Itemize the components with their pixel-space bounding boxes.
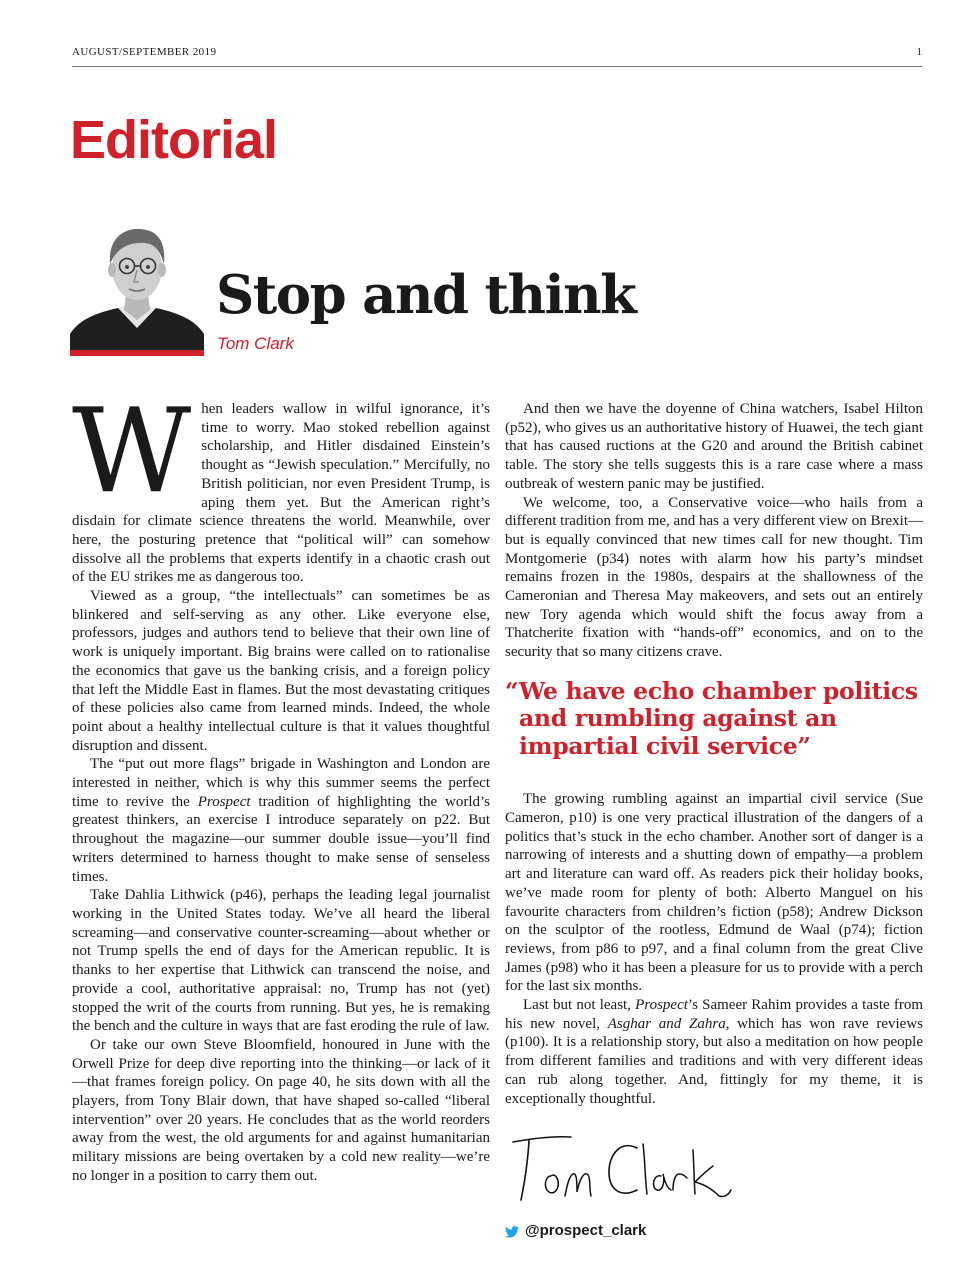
twitter-handle[interactable]: @prospect_clark bbox=[525, 1222, 647, 1240]
section-title: Editorial bbox=[70, 110, 278, 170]
handwritten-signature bbox=[505, 1124, 923, 1208]
article-column-right bbox=[505, 400, 923, 1241]
twitter-handle-line bbox=[505, 1222, 923, 1241]
drop-cap: W bbox=[72, 384, 192, 519]
portrait-accent-bar bbox=[70, 350, 204, 356]
page-header bbox=[72, 46, 922, 67]
paragraph: And then we have the doyenne of China watchers, Isabel Hilton (p52), who gives us an authoritative history of Huawei, the tech giant that has caused ructions at the G20 and around the British cabinet table. The story she tells suggests this is a rare case where a mass outbreak of western panic may be justified. bbox=[505, 401, 923, 492]
paragraph: When leaders wallow in wilful ignorance, it’s time to worry. Mao stoked rebellion against scholarship, and Hitler disdained Einstein’s thought as “Jewish speculation.” Mercifully, no British politician, nor even President Trump, is aping them yet. But the American right’s disdain for climate science threatens the world. Meanwhile, over here, the posturing pretence that “political will” can somehow dissolve all the problems that experts identify in a chaotic crash out of the EU strikes me as dangerous too. bbox=[72, 384, 490, 586]
author-portrait bbox=[70, 216, 204, 356]
article-title: Stop and think bbox=[216, 264, 636, 326]
twitter-bird-icon bbox=[505, 1226, 519, 1238]
issue-date: AUGUST/SEPTEMBER 2019 bbox=[72, 46, 217, 58]
paragraph: We welcome, too, a Conservative voice—who hails from a different tradition from me, and has a very different view on Brexit—but is equally convinced that new times call for new thought. Tim Montgomerie (p34) notes with alarm how his party’s mindset remains frozen in the 1980s, despairs at the shallowness of the Cameronian and Theresa May makeovers, and sets out an entirely new Tory agenda which would shift the focus away from a Thatcherite fixation with “hands-off” economics, and on to the security that so many citizens crave. bbox=[505, 494, 923, 661]
byline: Tom Clark bbox=[217, 334, 294, 353]
paragraph: Last but not least, Prospect’s Sameer Rahim provides a taste from his new novel, Asghar and Zahra, which has won rave reviews (p100). It is a relationship story, but also a meditation on how people from different families and traditions and with very different ideas can rub along together. And, fittingly for my theme, it is exceptionally thoughtful. bbox=[505, 997, 923, 1107]
paragraph: Take Dahlia Lithwick (p46), perhaps the leading legal journalist working in the United States today. We’ve all heard the liberal screaming—and conservative counter-screaming—about whether or not Trump spells the end of days for the American republic. It is thanks to her expertise that Lithwick can transcend the noise, and provide a cool, authoritative appraisal: no, Trump has not (yet) stopped the writ of the courts from running. But yes, he is remaking the bench and the culture in ways that are fast eroding the rule of law. bbox=[72, 887, 490, 1035]
article-column-left bbox=[72, 384, 491, 1186]
author-photo-icon bbox=[70, 216, 204, 350]
page-number: 1 bbox=[916, 46, 922, 58]
paragraph: Viewed as a group, “the intellectuals” can sometimes be as blinkered and self-serving as any other. Like everyone else, professors, judges and authors tend to believe that their own line of work is uniquely important. Big brains were called on to rationalise the economics that gave us the banking crisis, and a foreign policy that left the Middle East in flames. But the most devastating critiques of these policies also came from learned minds. Indeed, the whole point about a healthy intellectual culture is that it values thoughtful disruption and dissent. bbox=[72, 588, 490, 754]
paragraph: The “put out more flags” brigade in Washington and London are interested in neither, which is why this summer seems the perfect time to revive the Prospect tradition of highlighting the world’s greatest thinkers, an exercise I introduce separately on p22. But throughout the magazine—our summer double issue—you’ll find writers determined to harness thought to make sense of senseless times. bbox=[72, 756, 491, 885]
pull-quote: “We have echo chamber politics and rumbling against an impartial civil service” bbox=[505, 676, 918, 760]
paragraph: Or take our own Steve Bloomfield, honoured in June with the Orwell Prize for deep dive reporting into the thinking—or lack of it—that frames foreign policy. On page 40, he sits down with all the players, from Tony Blair down, that have shaped so-called “liberal intervention” over 20 years. He concludes that as the world reorders away from the west, the old arguments for and against humanitarian military missions are being overtaken by a cold new reality—we’re no longer in a position to carry them out. bbox=[72, 1036, 490, 1184]
paragraph: The growing rumbling against an impartial civil service (Sue Cameron, p10) is one very practical illustration of the dangers of a politics that’s stuck in the echo chamber. Another sort of danger is a narrowing of interests and a shutting down of empathy—a problem art and literature can ward off. As readers pick their holiday books, we’ve made room for plenty of both: Alberto Manguel on his favourite characters from children’s fiction (p58); Andrew Dickson on the sculptor of the rootless, Edmund de Waal (p74); fiction reviews, from p86 to p97, and a final column from the great Clive James (p98) who it has been a pleasure for us to provide with a perch for the last six months. bbox=[505, 791, 923, 995]
